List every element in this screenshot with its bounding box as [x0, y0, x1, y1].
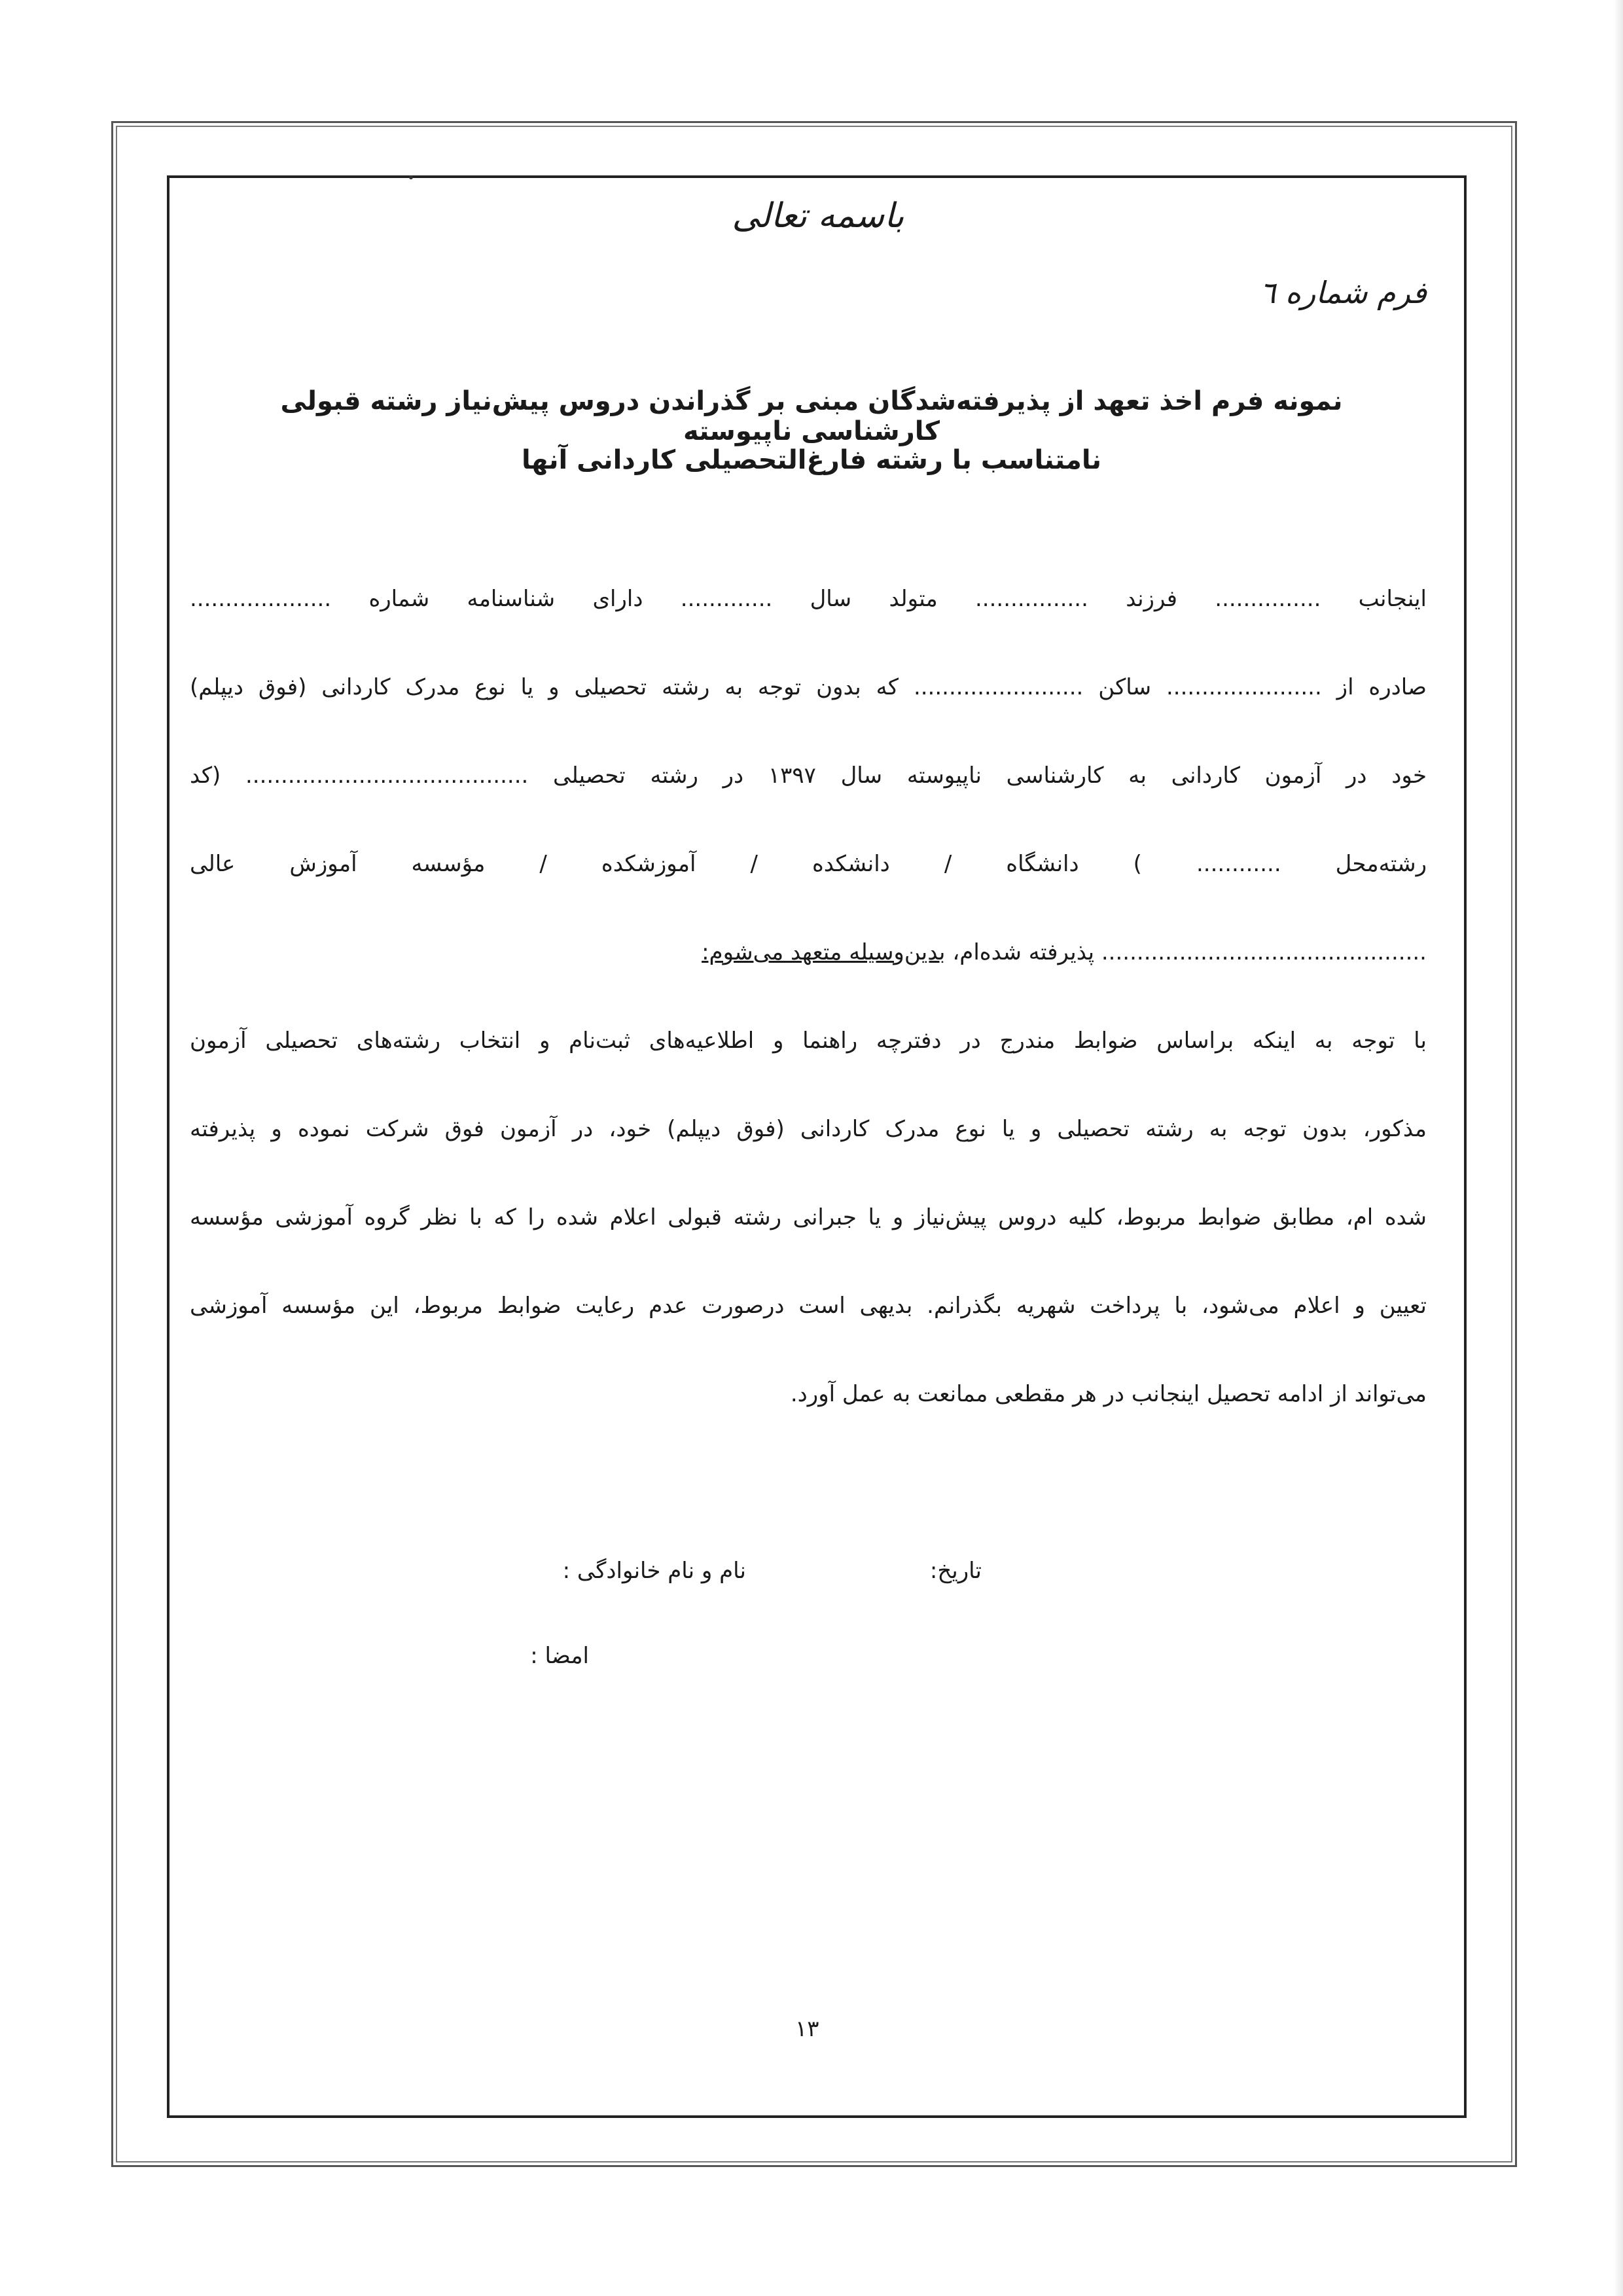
fill-line-institution: رشته‌محل ............ ) دانشگاه / دانشکده / آموزشکده / مؤسسه آموزش عالی	[190, 851, 1427, 877]
accept-line-dots: ..............................................	[1101, 939, 1427, 965]
accept-line-commitment: بدین‌وسیله متعهد می‌شوم:	[702, 939, 946, 965]
paragraph-line-1: با توجه به اینکه براساس ضوابط مندرج در دفترچه راهنما و اطلاعیه‌های ثبت‌نام و انتخاب رشته‌های تحصیلی آزمون	[190, 1028, 1427, 1054]
paragraph-line-2: مذکور، بدون توجه به رشته تحصیلی و یا نوع مدرک کاردانی (فوق دیپلم) خود، در آزمون فوق شرکت نموده و پذیرفته	[190, 1116, 1427, 1142]
scan-dot-mark	[409, 175, 413, 179]
fill-line-residence: صادره از ...................... ساکن ........................ که بدون توجه به رشته تحصیلی و یا نوع مدرک کاردانی (فوق دیپلم)	[190, 674, 1427, 700]
signature-label: امضا :	[530, 1643, 589, 1669]
heading-in-the-name-of-god: باسمه تعالی	[732, 196, 904, 236]
paragraph-line-3: شده ام، مطابق ضوابط مربوط، کلیه دروس پیش‌نیاز و یا جبرانی رشته قبولی اعلام شده را که با نظر گروه آموزشی مؤسسه	[190, 1204, 1427, 1230]
paragraph-line-5: می‌تواند از ادامه تحصیل اینجانب در هر مقطعی ممانعت به عمل آورد.	[790, 1381, 1427, 1407]
scan-edge-shadow	[1614, 0, 1623, 2296]
paragraph-line-4: تعیین و اعلام می‌شود، با پرداخت شهریه بگذرانم. بدیهی است درصورت عدم رعایت ضوابط مربوط، این مؤسسه آموزشی	[190, 1293, 1427, 1319]
form-number: فرم شماره ٦	[1259, 275, 1427, 310]
page-number: ۱۳	[795, 2016, 819, 2042]
fill-line-exam: خود در آزمون کاردانی به کارشناسی ناپیوسته سال ۱۳۹۷ در رشته تحصیلی ........................................ (کد	[190, 762, 1427, 789]
form-title-line-2: نامتناسب با رشته فارغ‌التحصیلی کاردانی آنها	[522, 445, 1101, 475]
date-label: تاریخ:	[929, 1558, 982, 1584]
form-title-line-1: نمونه فرم اخذ تعهد از پذیرفته‌شدگان مبنی بر گذراندن دروس پیش‌نیاز رشته قبولی کارشناسی ناپیوسته	[280, 386, 1343, 446]
full-name-label: نام و نام خانوادگی :	[562, 1558, 746, 1584]
accept-line-text: پذیرفته شده‌ام،	[952, 939, 1095, 965]
fill-line-personal-info: اینجانب ............... فرزند ................ متولد سال ............. دارای شناسنامه شماره ....................	[190, 586, 1427, 612]
accept-line	[190, 939, 1427, 965]
